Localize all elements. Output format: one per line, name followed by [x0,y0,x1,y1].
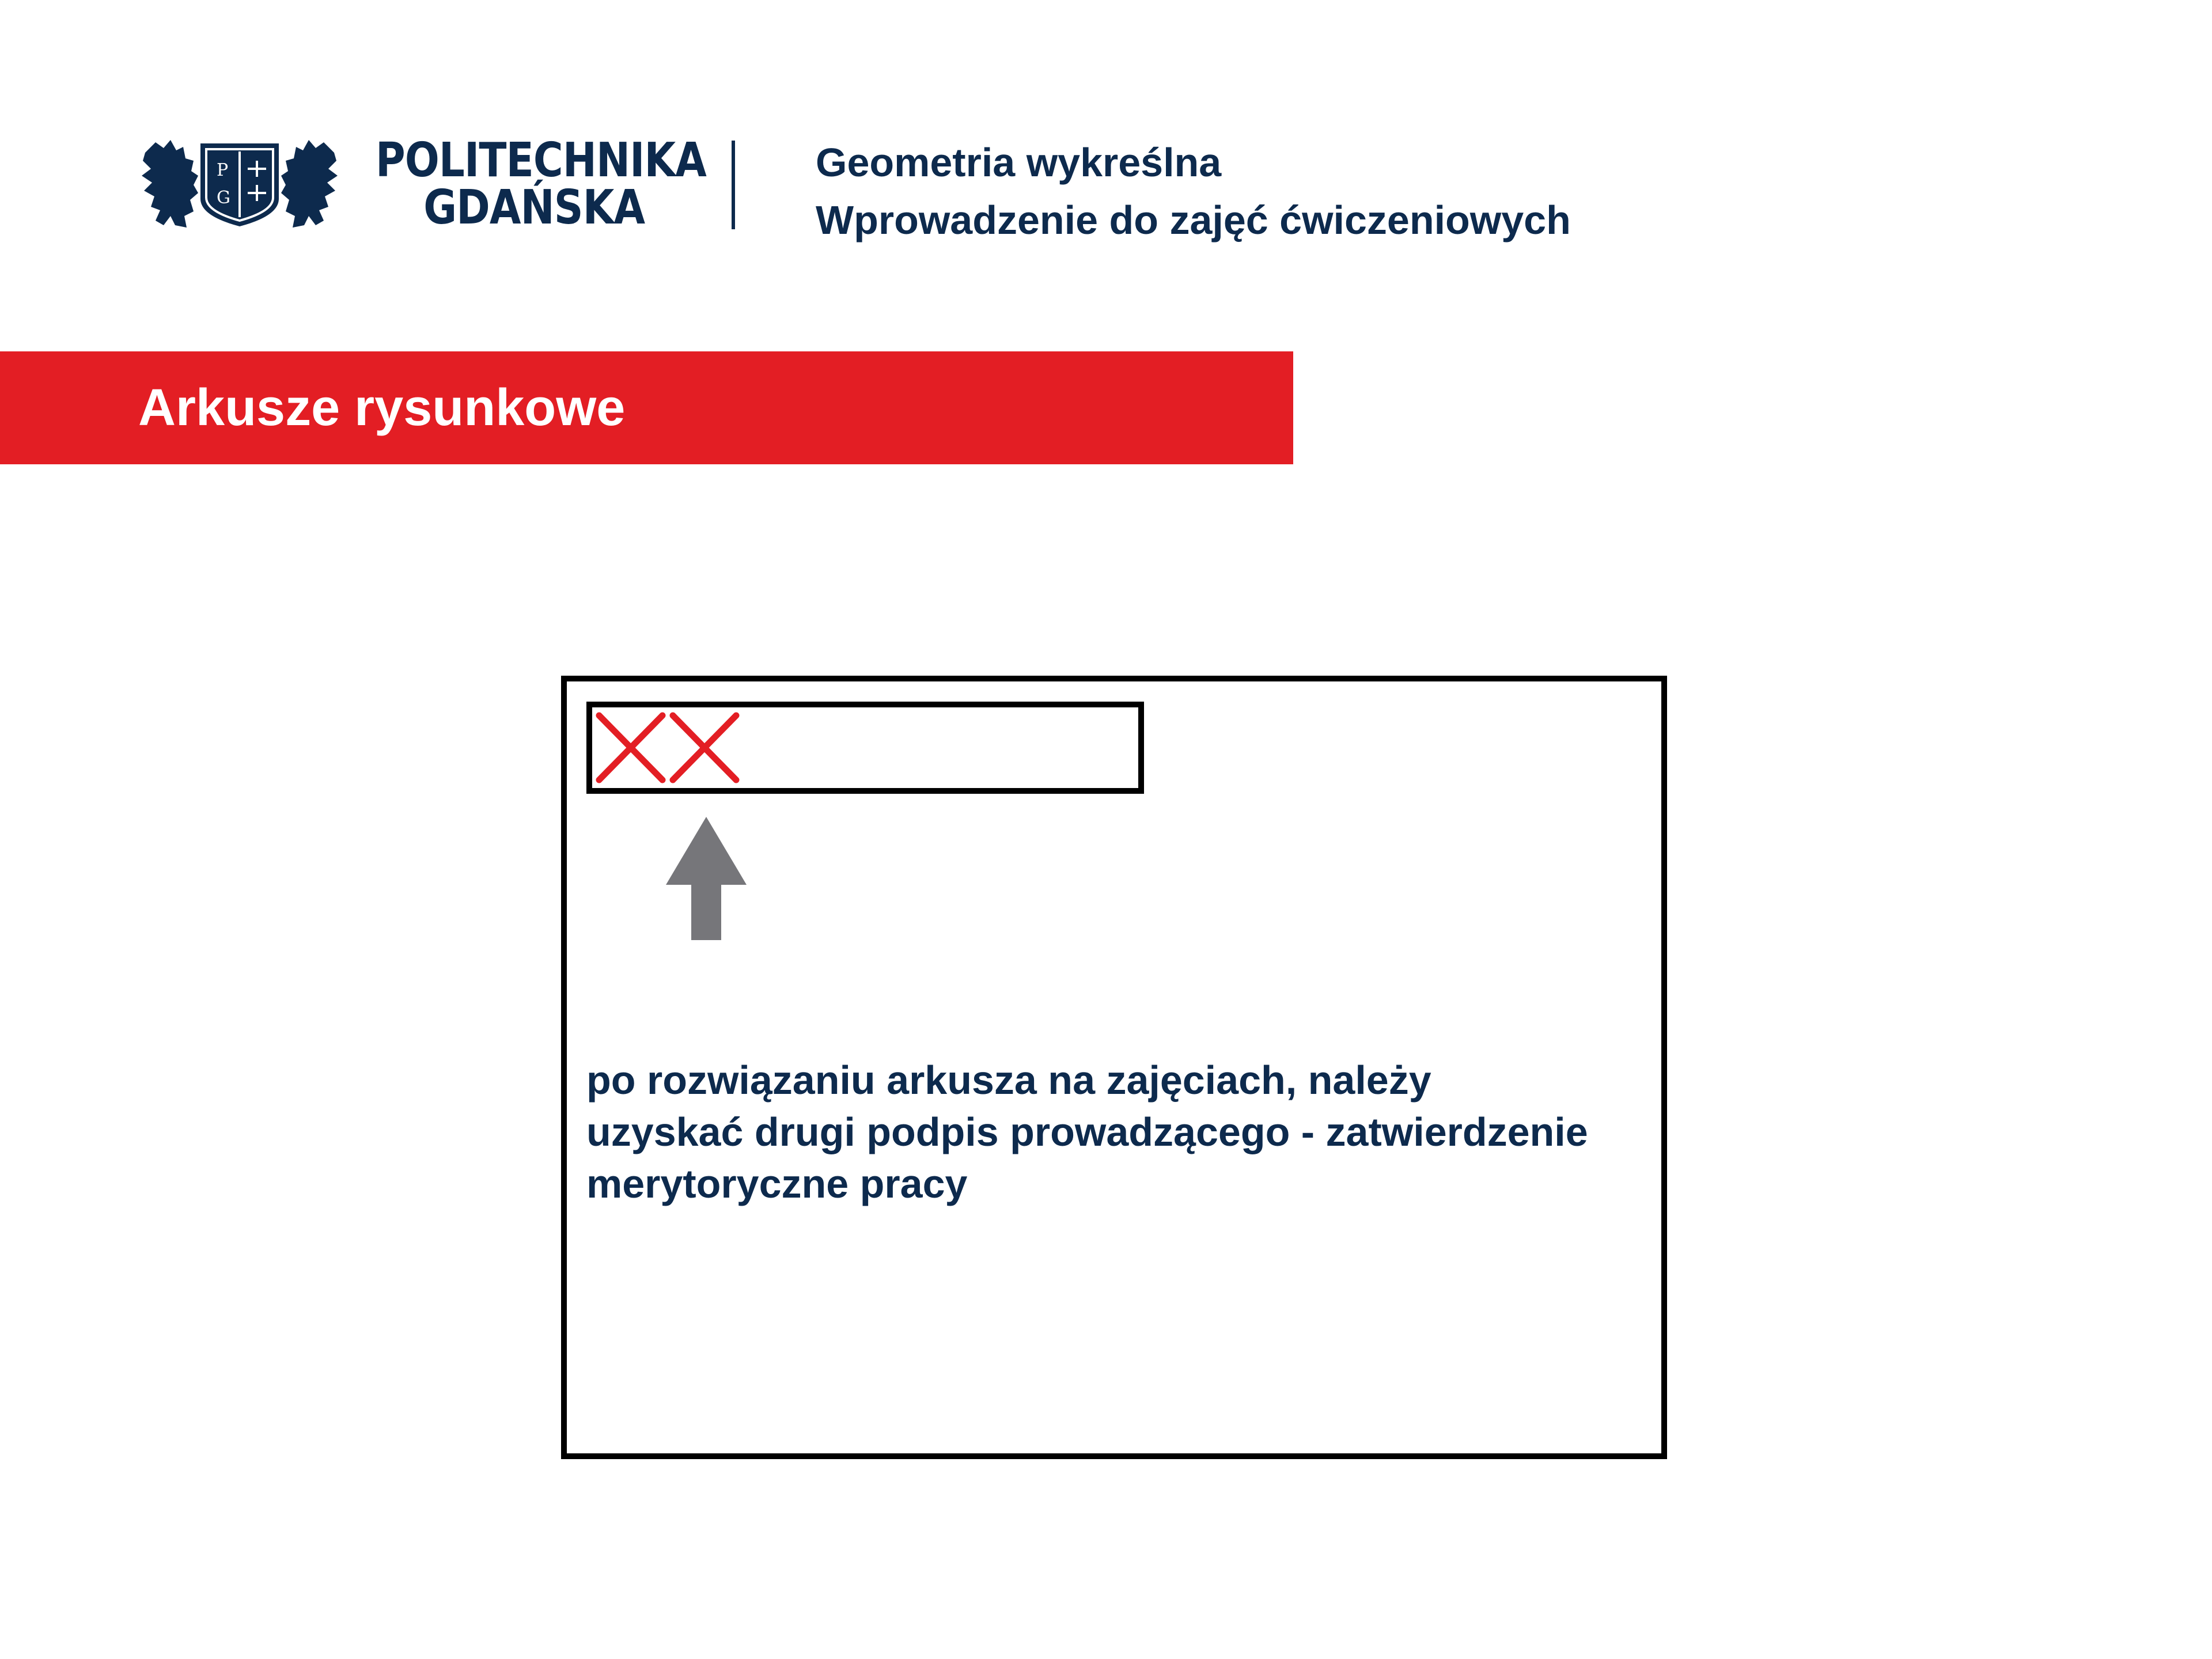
section-title: Arkusze rysunkowe [138,379,626,437]
university-name-line2: GDAŃSKA [423,180,645,235]
instruction-line-2: uzyskać drugi podpis prowadzącego - zatwierdzenie [586,1109,1588,1154]
university-wordmark [376,133,707,235]
svg-text:G: G [217,188,230,208]
university-crest-icon [138,135,341,230]
red-x-marks-icon [592,707,748,788]
section-banner [0,351,1293,464]
course-title-line1: Geometria wykreślna [816,140,1222,185]
arrow-up-icon [666,817,747,940]
course-title [816,134,1571,249]
course-title-line2: Wprowadzenie do zajęć ćwiczeniowych [816,198,1571,243]
instruction-text [586,1054,1669,1210]
instruction-line-3: merytoryczne pracy [586,1161,968,1206]
university-name-line1: POLITECHNIKA [376,133,707,188]
header-divider [732,141,735,229]
svg-text:P: P [217,160,229,180]
instruction-line-1: po rozwiązaniu arkusza na zajęciach, należy [586,1058,1431,1103]
